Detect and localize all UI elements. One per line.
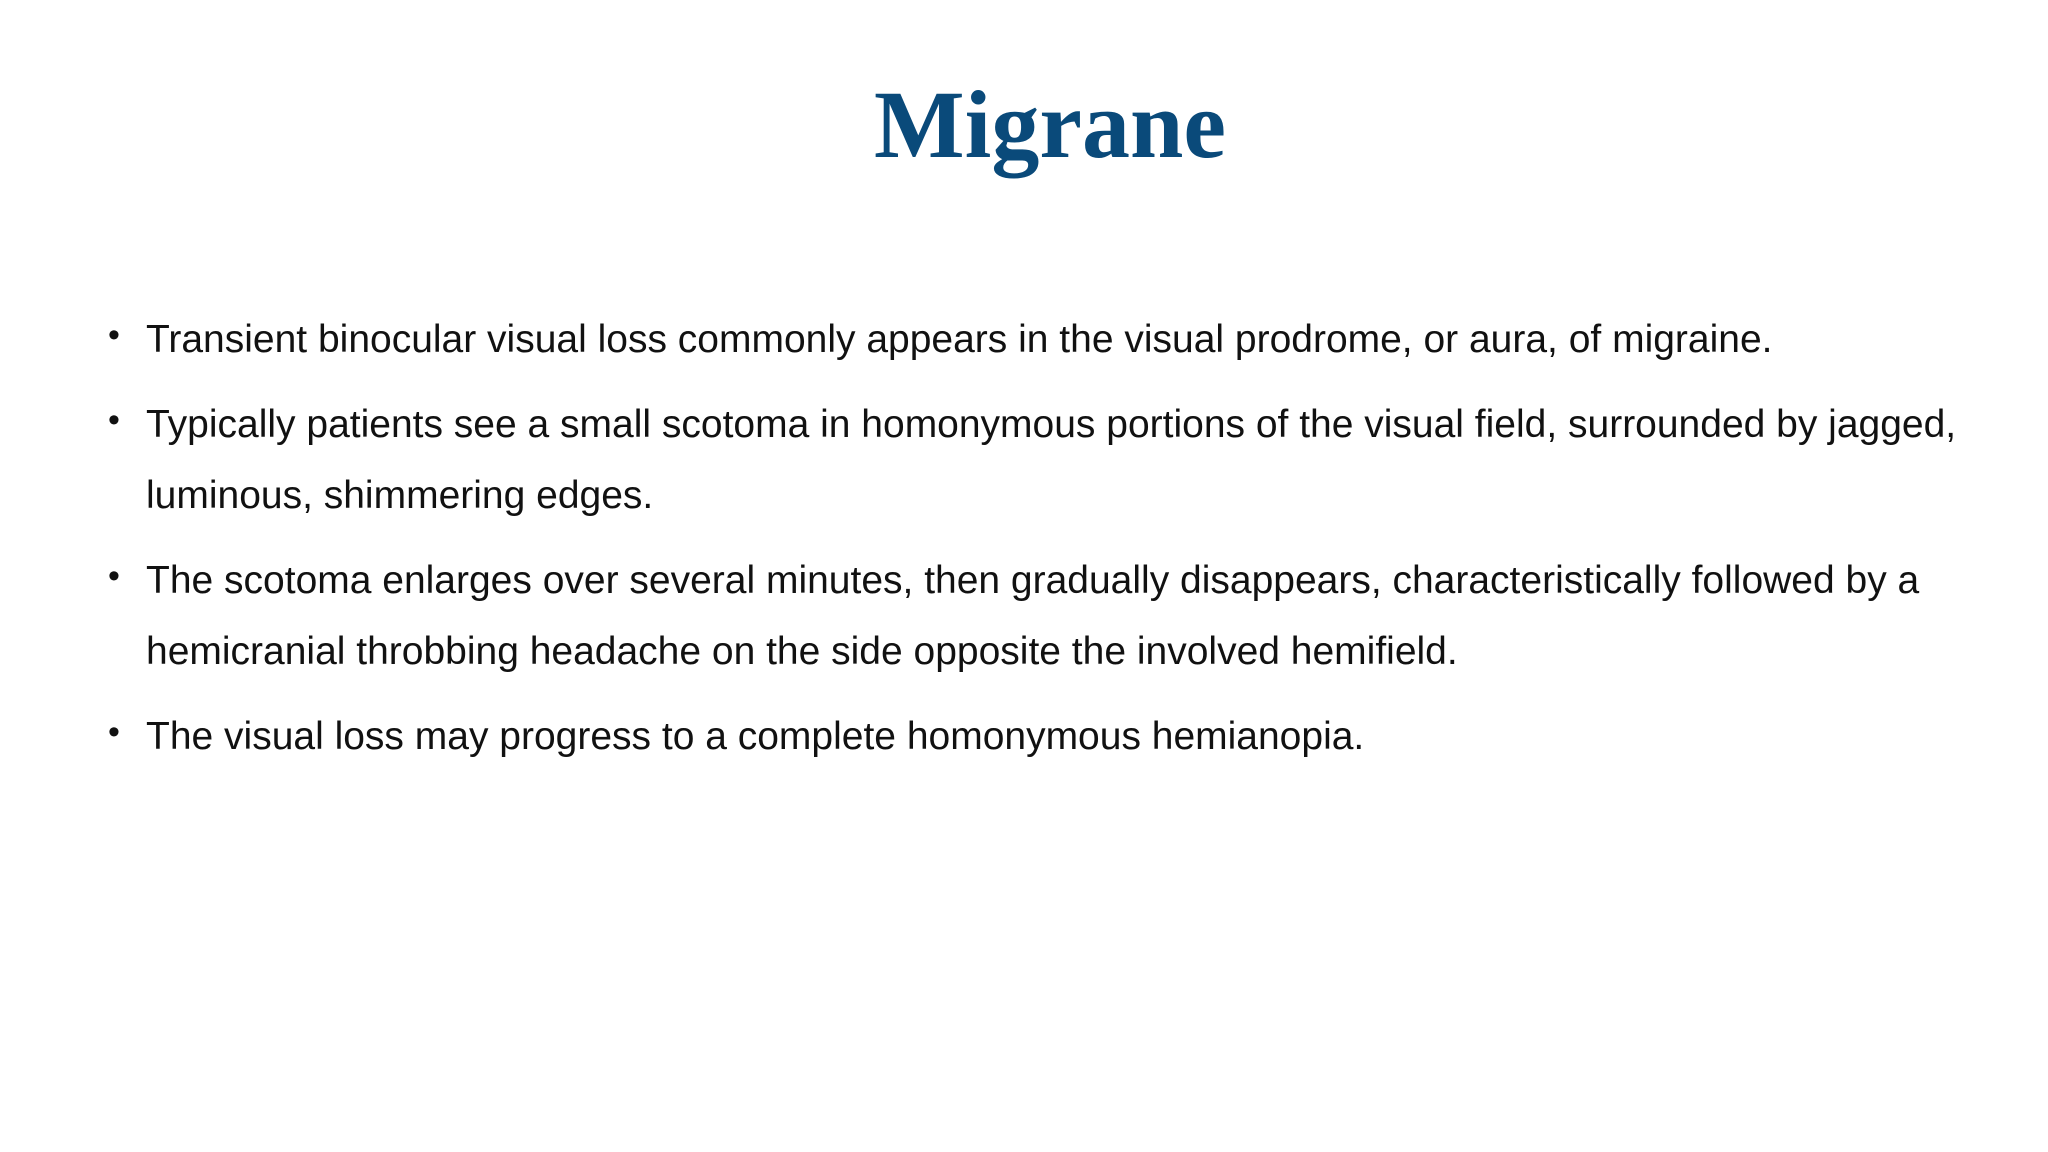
- bullet-dot-icon: •: [108, 557, 120, 595]
- bullet-item: [108, 545, 1986, 687]
- bullet-text: Typically patients see a small scotoma in homonymous portions of the visual field, surrounded by jagged, luminous, shimmering edges.: [146, 403, 1957, 517]
- slide-title: Migrane: [874, 71, 1226, 178]
- bullet-text: The scotoma enlarges over several minutes, then gradually disappears, characteristically followed by a hemicranial throbbing headache on the side opposite the involved hemifield.: [146, 559, 1920, 673]
- bullet-item: [108, 701, 1986, 772]
- bullet-item: [108, 389, 1986, 531]
- bullet-list: [108, 304, 1986, 786]
- bullet-text: The visual loss may progress to a complete homonymous hemianopia.: [146, 715, 1365, 758]
- bullet-item: [108, 304, 1986, 375]
- bullet-dot-icon: •: [108, 713, 120, 751]
- bullet-dot-icon: •: [108, 401, 120, 439]
- bullet-dot-icon: •: [108, 316, 120, 354]
- bullet-text: Transient binocular visual loss commonly appears in the visual prodrome, or aura, of migraine.: [146, 318, 1773, 361]
